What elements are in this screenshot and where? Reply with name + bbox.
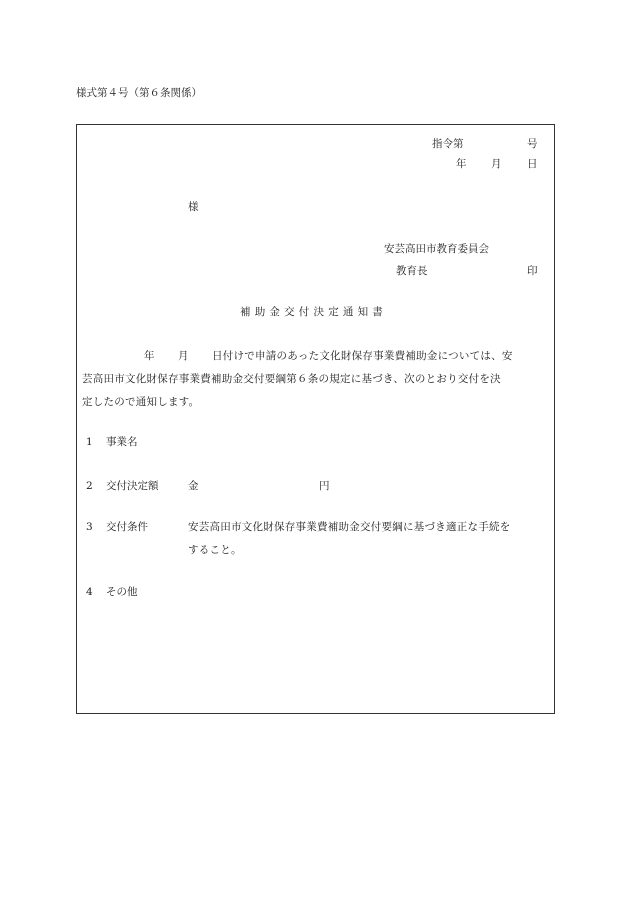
- item-label-project-name: 事業名: [106, 436, 138, 448]
- body-year: 年: [144, 350, 155, 362]
- issuer-title: 教育長: [396, 265, 428, 277]
- issuer-organization: 安芸高田市教育委員会: [384, 243, 489, 255]
- directive-number-prefix: 指令第: [432, 138, 464, 150]
- conditions-line-2: すること。: [188, 544, 242, 556]
- item-number-2: 2: [86, 480, 93, 492]
- grant-amount-suffix: 円: [319, 480, 330, 492]
- form-label: 様式第４号（第６条関係）: [76, 87, 202, 99]
- item-label-other: その他: [106, 586, 138, 598]
- document-title: 補助金交付決定通知書: [240, 306, 387, 318]
- addressee-honorific: 様: [188, 201, 199, 213]
- item-label-conditions: 交付条件: [106, 521, 148, 533]
- conditions-line-1: 安芸高田市文化財保存事業費補助金交付要綱に基づき適正な手続を: [188, 521, 511, 533]
- body-month: 月: [178, 350, 189, 362]
- body-line-3: 定したので通知します。: [82, 396, 200, 408]
- item-number-4: 4: [86, 586, 93, 598]
- item-number-1: 1: [86, 436, 93, 448]
- date-year: 年: [456, 158, 467, 170]
- issuer-seal: 印: [527, 265, 538, 277]
- item-number-3: 3: [86, 521, 93, 533]
- directive-number-suffix: 号: [527, 138, 538, 150]
- grant-amount-prefix: 金: [188, 480, 199, 492]
- date-day: 日: [527, 158, 538, 170]
- form-frame: [76, 124, 555, 714]
- date-month: 月: [491, 158, 502, 170]
- item-label-grant-amount: 交付決定額: [106, 480, 159, 492]
- body-line-1: 日付けで申請のあった文化財保存事業費補助金については、安: [212, 350, 513, 362]
- body-line-2: 芸高田市文化財保存事業費補助金交付要綱第６条の規定に基づき、次のとおり交付を決: [82, 373, 501, 385]
